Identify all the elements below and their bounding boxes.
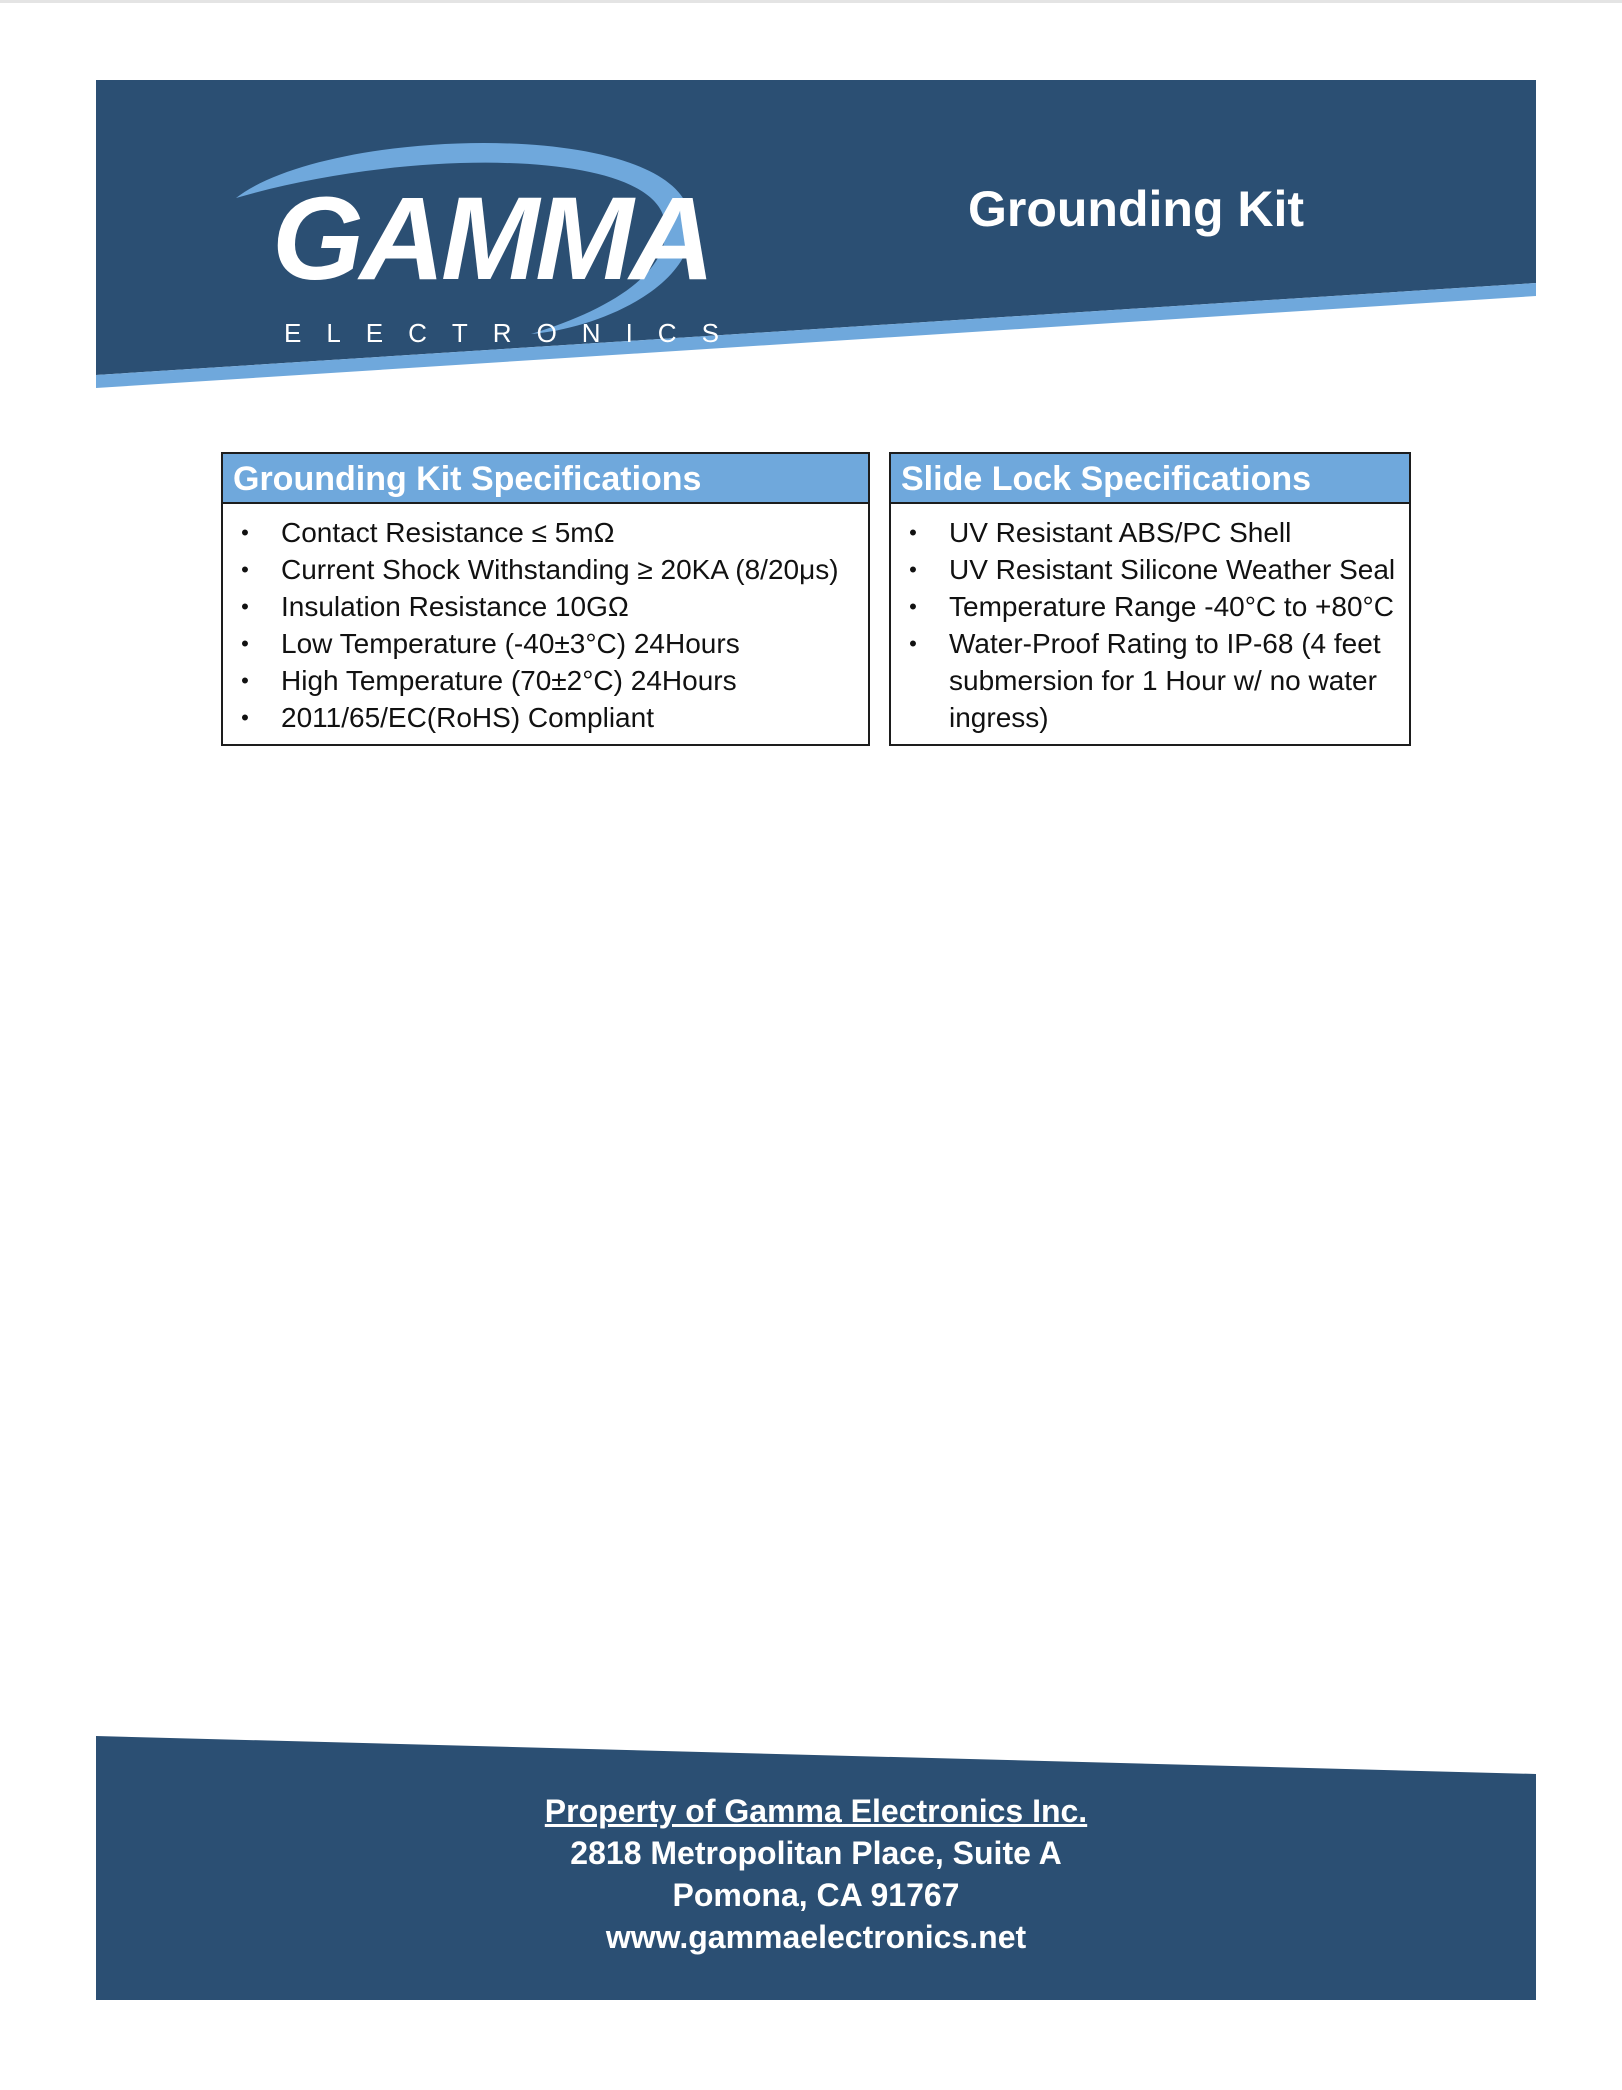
list-item — [891, 514, 1409, 551]
list-item — [891, 588, 1409, 625]
gamma-electronics-logo — [176, 128, 744, 348]
list-item — [223, 514, 868, 551]
logo-subtitle: ELECTRONICS — [284, 318, 744, 348]
footer-text — [96, 1790, 1536, 1958]
spec-text: 2011/65/EC(RoHS) Compliant — [281, 702, 654, 733]
footer-website-link[interactable]: www.gammaelectronics.net — [605, 1919, 1027, 1955]
list-item — [891, 625, 1409, 736]
header-banner — [96, 80, 1536, 390]
bullet-icon: • — [241, 557, 249, 582]
footer-banner — [96, 1734, 1536, 2000]
bullet-icon: • — [909, 631, 917, 656]
bullet-icon: • — [241, 705, 249, 730]
spec-text: Current Shock Withstanding ≥ 20KA (8/20μs) — [281, 554, 839, 585]
spec-text: Insulation Resistance 10GΩ — [281, 591, 629, 622]
list-item — [223, 588, 868, 625]
footer-address-line2: Pomona, CA 91767 — [672, 1877, 960, 1913]
logo-wordmark: GAMMA — [272, 173, 711, 305]
bullet-icon: • — [241, 668, 249, 693]
bullet-icon: • — [909, 557, 917, 582]
grounding-kit-specs-box — [221, 452, 870, 746]
spec-text: UV Resistant ABS/PC Shell — [949, 517, 1292, 548]
grounding-kit-specs-list — [223, 504, 868, 736]
spec-text: Low Temperature (-40±3°C) 24Hours — [281, 628, 740, 659]
list-item — [223, 625, 868, 662]
footer-address-line1: 2818 Metropolitan Place, Suite A — [570, 1835, 1062, 1871]
spec-text: Contact Resistance ≤ 5mΩ — [281, 517, 615, 548]
slide-lock-specs-box — [889, 452, 1411, 746]
spec-text: Water-Proof Rating to IP-68 (4 feet submersion for 1 Hour w/ no water ingress) — [949, 628, 1381, 733]
bullet-icon: • — [909, 594, 917, 619]
bullet-icon: • — [241, 520, 249, 545]
spec-text: Temperature Range -40°C to +80°C — [949, 591, 1394, 622]
bullet-icon: • — [909, 520, 917, 545]
spec-text: UV Resistant Silicone Weather Seal — [949, 554, 1396, 585]
footer-owner: Property of Gamma Electronics Inc. — [544, 1793, 1088, 1829]
spec-text: High Temperature (70±2°C) 24Hours — [281, 665, 737, 696]
slide-lock-specs-list — [891, 504, 1409, 736]
slide-lock-specs-heading: Slide Lock Specifications — [891, 454, 1409, 504]
page-title: Grounding Kit — [968, 181, 1305, 237]
grounding-kit-specs-heading: Grounding Kit Specifications — [223, 454, 868, 504]
top-rule — [0, 0, 1622, 3]
bullet-icon: • — [241, 631, 249, 656]
list-item — [223, 662, 868, 699]
list-item — [891, 551, 1409, 588]
list-item — [223, 551, 868, 588]
bullet-icon: • — [241, 594, 249, 619]
list-item — [223, 699, 868, 736]
